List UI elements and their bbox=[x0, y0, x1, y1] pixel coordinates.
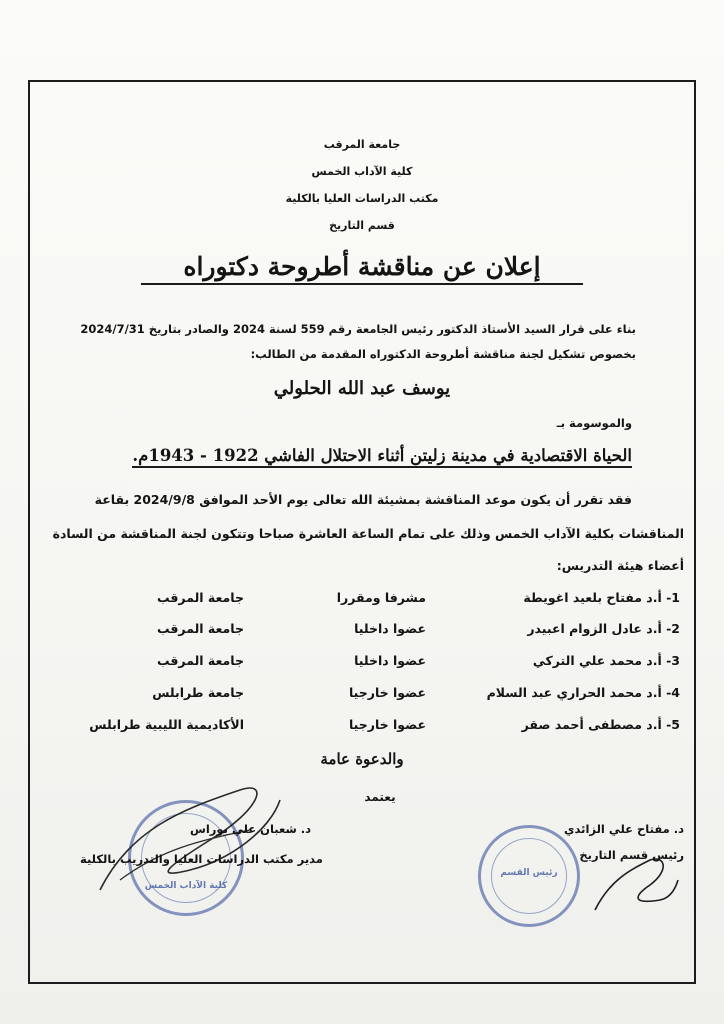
committee-member-row bbox=[0, 590, 724, 612]
titled-label: والموسومة بـ bbox=[556, 416, 632, 430]
intro-line-1: بناء على قرار السيد الأستاذ الدكتور رئيس الجامعة رقم 559 لسنة 2024 والصادر بتاريخ 2024/7/31 bbox=[80, 322, 636, 336]
faculty-name: كلية الآداب الخمس bbox=[311, 165, 413, 178]
right-signatory-title: رئيس قسم التاريخ bbox=[579, 848, 684, 862]
schedule-line-3: أعضاء هيئة التدريس: bbox=[556, 558, 684, 573]
member-name: 5- أ.د مصطفى أحمد صقر bbox=[521, 717, 680, 732]
member-role: عضوا خارجيا bbox=[348, 685, 426, 700]
schedule-line-1: فقد تقرر أن يكون موعد المناقشة بمشيئة الله تعالى يوم الأحد الموافق 2024/9/8 بقاعة bbox=[94, 492, 632, 507]
department-seal-text: رئيس القسم bbox=[500, 868, 558, 878]
member-name: 4- أ.د محمد الحراري عبد السلام bbox=[486, 685, 680, 700]
thesis-underline bbox=[132, 466, 632, 468]
member-institution: الأكاديمية الليبية طرابلس bbox=[89, 717, 244, 732]
title-underline bbox=[141, 283, 583, 285]
university-name: جامعة المرقب bbox=[323, 138, 401, 151]
member-role: عضوا داخليا bbox=[354, 621, 426, 636]
right-signatory-name: د. مفتاح علي الزائدي bbox=[563, 822, 684, 836]
member-role: مشرفا ومقررا bbox=[336, 590, 426, 605]
member-name: 3- أ.د محمد علي التركي bbox=[532, 653, 680, 668]
committee-member-row bbox=[0, 685, 724, 707]
member-name: 2- أ.د عادل الزوام اعبيدر bbox=[527, 621, 680, 636]
intro-line-2: بخصوص تشكيل لجنة مناقشة أطروحة الدكتوراه المقدمة من الطالب: bbox=[250, 347, 636, 361]
member-name: 1- أ.د مفتاح بلعيد اغويطة bbox=[523, 590, 680, 605]
announcement-title bbox=[0, 252, 724, 285]
left-signatory-name: د. شعبان علي بوراس bbox=[190, 822, 312, 836]
department-seal bbox=[478, 825, 580, 927]
schedule-line-2: المناقشات بكلية الآداب الخمس وذلك على تمام الساعة العاشرة صباحا وتتكون لجنة المناقشة من السادة bbox=[52, 526, 684, 541]
thesis-title bbox=[132, 446, 632, 468]
member-role: عضوا داخليا bbox=[354, 653, 426, 668]
committee-member-row bbox=[0, 653, 724, 675]
committee-member-row bbox=[0, 621, 724, 643]
left-signatory-title: مدير مكتب الدراسات العليا والتدريب بالكلية bbox=[80, 852, 323, 866]
approval-text: يعتمد bbox=[364, 790, 396, 804]
committee-member-row bbox=[0, 717, 724, 739]
office-name: مكتب الدراسات العليا بالكلية bbox=[285, 192, 439, 205]
thesis-title-text: الحياة الاقتصادية في مدينة زليتن أثناء الاحتلال الفاشي 1922 - 1943م. bbox=[132, 446, 632, 465]
left-signature-scribble bbox=[90, 770, 290, 910]
member-institution: جامعة طرابلس bbox=[152, 685, 244, 700]
member-role: عضوا خارجيا bbox=[348, 717, 426, 732]
member-institution: جامعة المرقب bbox=[157, 621, 244, 636]
member-institution: جامعة المرقب bbox=[157, 590, 244, 605]
faculty-seal-text: كلية الآداب الخمس bbox=[144, 881, 228, 891]
member-institution: جامعة المرقب bbox=[157, 653, 244, 668]
department-name: قسم التاريخ bbox=[329, 219, 395, 232]
student-name: يوسف عبد الله الحلولي bbox=[273, 378, 451, 399]
announcement-title-text: إعلان عن مناقشة أطروحة دكتوراه bbox=[183, 252, 541, 281]
invitation-text: والدعوة عامة bbox=[320, 750, 404, 768]
